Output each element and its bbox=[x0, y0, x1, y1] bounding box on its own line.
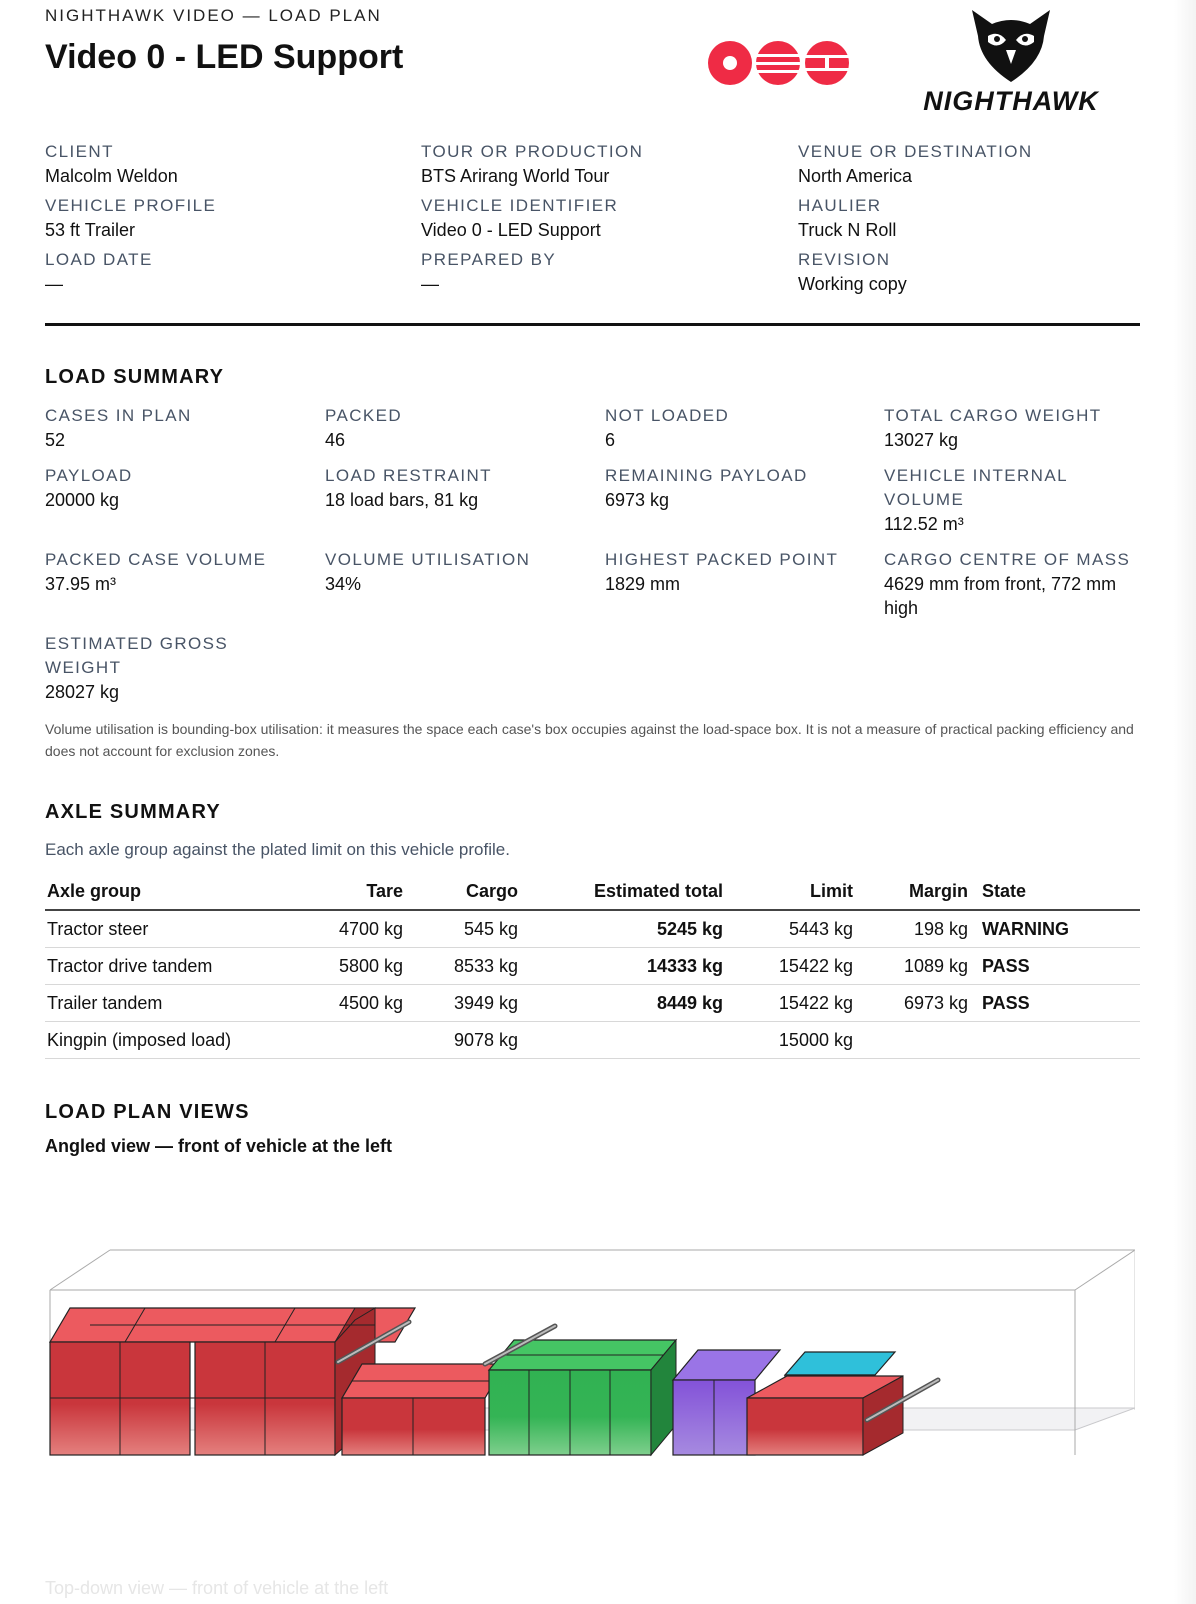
margin-cell: 6973 kg bbox=[855, 985, 970, 1022]
venue-label: VENUE OR DESTINATION bbox=[798, 142, 1033, 161]
header-estimated-total: Estimated total bbox=[520, 873, 725, 910]
header-axle-group: Axle group bbox=[45, 873, 295, 910]
axle-table-header bbox=[45, 873, 1140, 910]
load-date-label: LOAD DATE bbox=[45, 250, 153, 269]
page-edge bbox=[1174, 0, 1196, 1604]
total-cell: 5245 kg bbox=[520, 910, 725, 948]
highest-point-label: HIGHEST PACKED POINT bbox=[605, 550, 839, 569]
state-cell: PASS bbox=[970, 948, 1140, 985]
header-state: State bbox=[970, 873, 1140, 910]
header-cargo: Cargo bbox=[405, 873, 520, 910]
axle-summary-title: AXLE SUMMARY bbox=[45, 801, 221, 823]
tour-value: BTS Arirang World Tour bbox=[421, 166, 610, 186]
topdown-view-caption: Top-down view — front of vehicle at the left bbox=[45, 1578, 389, 1598]
client-label: CLIENT bbox=[45, 142, 114, 161]
utilisation-note: Volume utilisation is bounding-box utilisation: it measures the space each case's box occupies against the load-space box. It is not a measure of practical packing efficiency and does not account for exclusion zones. bbox=[45, 721, 1134, 759]
vehicle-identifier-value: Video 0 - LED Support bbox=[421, 220, 601, 240]
cargo-cell: 9078 kg bbox=[405, 1022, 520, 1059]
client-value: Malcolm Weldon bbox=[45, 166, 178, 186]
header-tare: Tare bbox=[295, 873, 405, 910]
restraint-label: LOAD RESTRAINT bbox=[325, 466, 492, 485]
margin-cell: 198 kg bbox=[855, 910, 970, 948]
revision-label: REVISION bbox=[798, 250, 891, 269]
prepared-by-value: — bbox=[421, 274, 439, 294]
limit-cell: 15422 kg bbox=[725, 948, 855, 985]
brand-wordmark: NIGHTHAWK bbox=[923, 86, 1099, 116]
document-overline: NIGHTHAWK VIDEO — LOAD PLAN bbox=[45, 6, 382, 25]
header-limit: Limit bbox=[725, 873, 855, 910]
payload-label: PAYLOAD bbox=[45, 466, 133, 485]
table-row bbox=[45, 910, 1140, 948]
cases-value: 52 bbox=[45, 430, 66, 450]
tare-cell: 5800 kg bbox=[295, 948, 405, 985]
cargo-cell: 545 kg bbox=[405, 910, 520, 948]
brand-logo bbox=[880, 6, 1142, 114]
payload-value: 20000 kg bbox=[45, 490, 120, 510]
total-weight-label: TOTAL CARGO WEIGHT bbox=[884, 406, 1102, 425]
remaining-value: 6973 kg bbox=[605, 490, 670, 510]
vehicle-identifier-label: VEHICLE IDENTIFIER bbox=[421, 196, 619, 215]
internal-volume-value: 112.52 m³ bbox=[884, 514, 964, 534]
page-title: Video 0 - LED Support bbox=[45, 38, 404, 76]
packed-volume-label: PACKED CASE VOLUME bbox=[45, 550, 267, 569]
cases-label: CASES IN PLAN bbox=[45, 406, 192, 425]
prepared-by-label: PREPARED BY bbox=[421, 250, 557, 269]
owl-icon bbox=[880, 6, 1142, 86]
limit-cell: 5443 kg bbox=[725, 910, 855, 948]
state-cell bbox=[970, 1022, 1140, 1059]
red-case-block bbox=[342, 1364, 505, 1455]
angled-view-caption: Angled view — front of vehicle at the left bbox=[45, 1136, 393, 1156]
centre-of-mass-label: CARGO CENTRE OF MASS bbox=[884, 550, 1131, 569]
total-cell: 8449 kg bbox=[520, 985, 725, 1022]
packed-value: 46 bbox=[325, 430, 346, 450]
gross-weight-label: ESTIMATED GROSS WEIGHT bbox=[45, 634, 229, 677]
packed-volume-value: 37.95 m³ bbox=[45, 574, 117, 594]
axle-group-cell: Tractor drive tandem bbox=[45, 948, 295, 985]
green-case-block bbox=[489, 1340, 676, 1455]
total-cell: 14333 kg bbox=[520, 948, 725, 985]
axle-summary-subtitle: Each axle group against the plated limit on this vehicle profile. bbox=[45, 840, 510, 859]
cargo-cell: 3949 kg bbox=[405, 985, 520, 1022]
header-margin: Margin bbox=[855, 873, 970, 910]
state-cell: WARNING bbox=[970, 910, 1140, 948]
axle-group-cell: Kingpin (imposed load) bbox=[45, 1022, 295, 1059]
axle-group-cell: Trailer tandem bbox=[45, 985, 295, 1022]
axle-table bbox=[45, 873, 1140, 1059]
tare-cell bbox=[295, 1022, 405, 1059]
utilisation-label: VOLUME UTILISATION bbox=[325, 550, 531, 569]
utilisation-value: 34% bbox=[325, 574, 362, 594]
tare-cell: 4500 kg bbox=[295, 985, 405, 1022]
total-cell bbox=[520, 1022, 725, 1059]
table-row bbox=[45, 985, 1140, 1022]
total-weight-value: 13027 kg bbox=[884, 430, 959, 450]
state-cell: PASS bbox=[970, 985, 1140, 1022]
load-summary-title: LOAD SUMMARY bbox=[45, 366, 225, 388]
not-loaded-label: NOT LOADED bbox=[605, 406, 730, 425]
tour-logo bbox=[708, 40, 850, 86]
venue-value: North America bbox=[798, 166, 913, 186]
not-loaded-value: 6 bbox=[605, 430, 616, 450]
table-row bbox=[45, 1022, 1140, 1059]
load-plan-views-title: LOAD PLAN VIEWS bbox=[45, 1101, 250, 1123]
remaining-label: REMAINING PAYLOAD bbox=[605, 466, 808, 485]
angled-load-view bbox=[45, 1240, 1135, 1490]
limit-cell: 15000 kg bbox=[725, 1022, 855, 1059]
revision-value: Working copy bbox=[798, 274, 907, 294]
section-divider bbox=[45, 323, 1140, 326]
internal-volume-label: VEHICLE INTERNAL VOLUME bbox=[884, 466, 1068, 509]
gross-weight-value: 28027 kg bbox=[45, 682, 120, 702]
tour-label: TOUR OR PRODUCTION bbox=[421, 142, 644, 161]
vehicle-profile-value: 53 ft Trailer bbox=[45, 220, 136, 240]
centre-of-mass-value: 4629 mm from front, 772 mm high bbox=[884, 574, 1117, 618]
restraint-value: 18 load bars, 81 kg bbox=[325, 490, 479, 510]
vehicle-profile-label: VEHICLE PROFILE bbox=[45, 196, 217, 215]
margin-cell bbox=[855, 1022, 970, 1059]
highest-point-value: 1829 mm bbox=[605, 574, 681, 594]
haulier-label: HAULIER bbox=[798, 196, 882, 215]
cargo-cell: 8533 kg bbox=[405, 948, 520, 985]
packed-label: PACKED bbox=[325, 406, 403, 425]
limit-cell: 15422 kg bbox=[725, 985, 855, 1022]
margin-cell: 1089 kg bbox=[855, 948, 970, 985]
load-date-value: — bbox=[45, 274, 63, 294]
haulier-value: Truck N Roll bbox=[798, 220, 897, 240]
tare-cell: 4700 kg bbox=[295, 910, 405, 948]
table-row bbox=[45, 948, 1140, 985]
axle-group-cell: Tractor steer bbox=[45, 910, 295, 948]
